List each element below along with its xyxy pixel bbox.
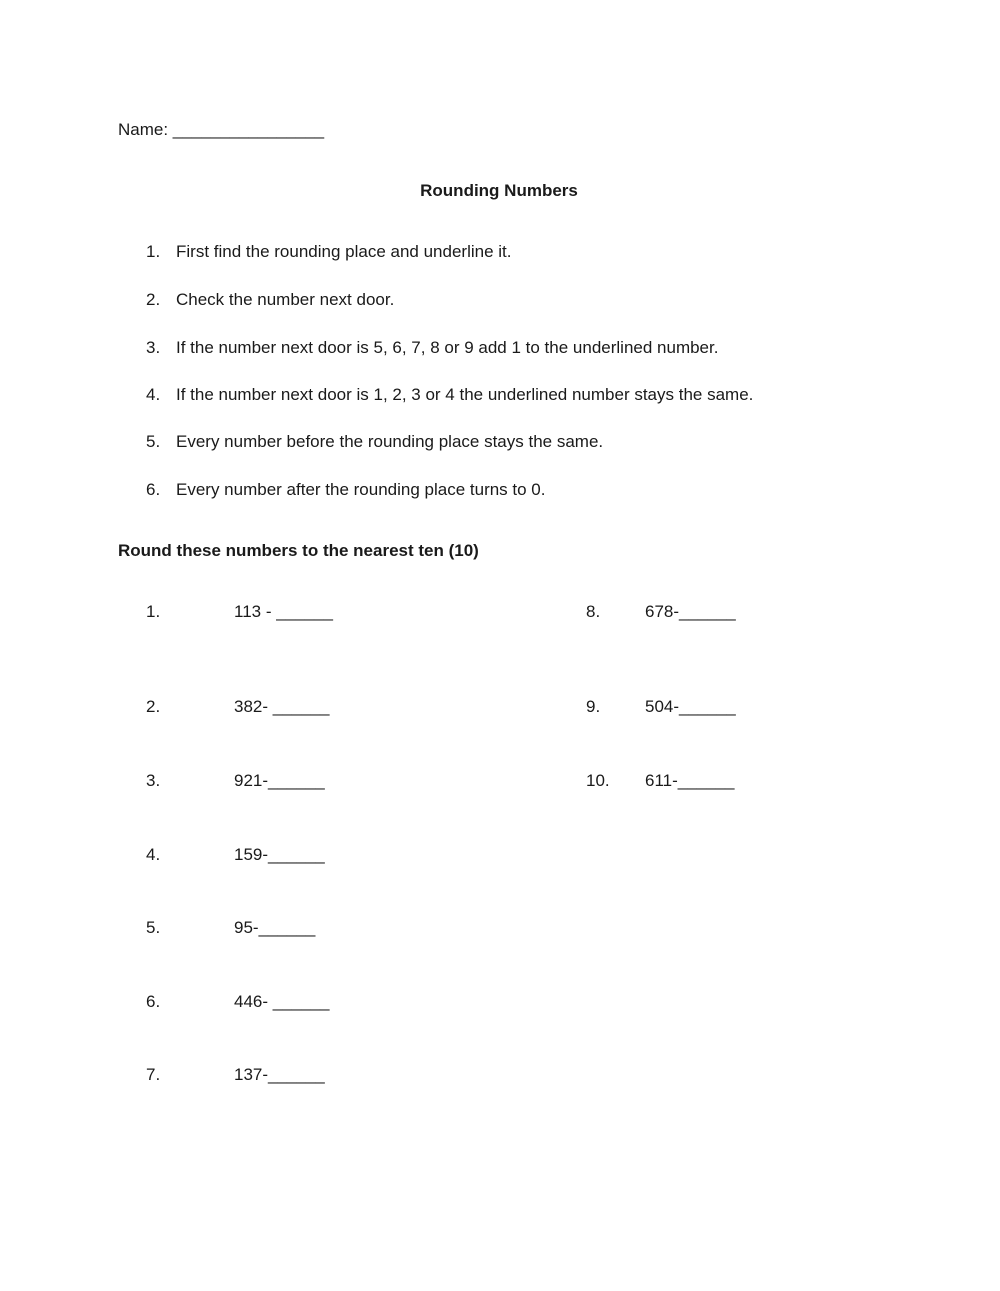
step-text: If the number next door is 5, 6, 7, 8 or 9 add 1 to the underlined number. [176, 338, 719, 357]
step-text: Every number after the rounding place turns to 0. [176, 480, 546, 499]
problem-text: 678-______ [645, 602, 736, 621]
step-number: 1. [146, 242, 161, 261]
exercise-heading: Round these numbers to the nearest ten (10) [118, 541, 479, 560]
step-number: 3. [146, 338, 161, 357]
name-field-label: Name: ________________ [118, 120, 325, 139]
page-title: Rounding Numbers [420, 181, 578, 200]
step-text: Every number before the rounding place stays the same. [176, 432, 604, 451]
step-text: Check the number next door. [176, 290, 395, 309]
step-number: 4. [146, 385, 161, 404]
problem-number: 4. [146, 845, 161, 864]
step-number: 6. [146, 480, 161, 499]
step-number: 5. [146, 432, 161, 451]
problem-number: 8. [586, 602, 601, 621]
problem-number: 5. [146, 918, 161, 937]
problem-number: 3. [146, 771, 161, 790]
step-number: 2. [146, 290, 161, 309]
step-text: If the number next door is 1, 2, 3 or 4 the underlined number stays the same. [176, 385, 754, 404]
problem-text: 95-______ [234, 918, 316, 937]
problem-text: 382- ______ [234, 697, 330, 716]
problem-text: 921-______ [234, 771, 325, 790]
problem-number: 7. [146, 1065, 161, 1084]
problem-number: 2. [146, 697, 161, 716]
problem-text: 446- ______ [234, 992, 330, 1011]
problem-text: 159-______ [234, 845, 325, 864]
problem-text: 611-______ [645, 771, 735, 790]
problem-number: 1. [146, 602, 161, 621]
step-text: First find the rounding place and underline it. [176, 242, 512, 261]
problem-number: 6. [146, 992, 161, 1011]
problem-text: 504-______ [645, 697, 736, 716]
problem-number: 9. [586, 697, 601, 716]
problem-text: 137-______ [234, 1065, 325, 1084]
problem-number: 10. [586, 771, 610, 790]
problem-text: 113 - ______ [234, 602, 333, 621]
